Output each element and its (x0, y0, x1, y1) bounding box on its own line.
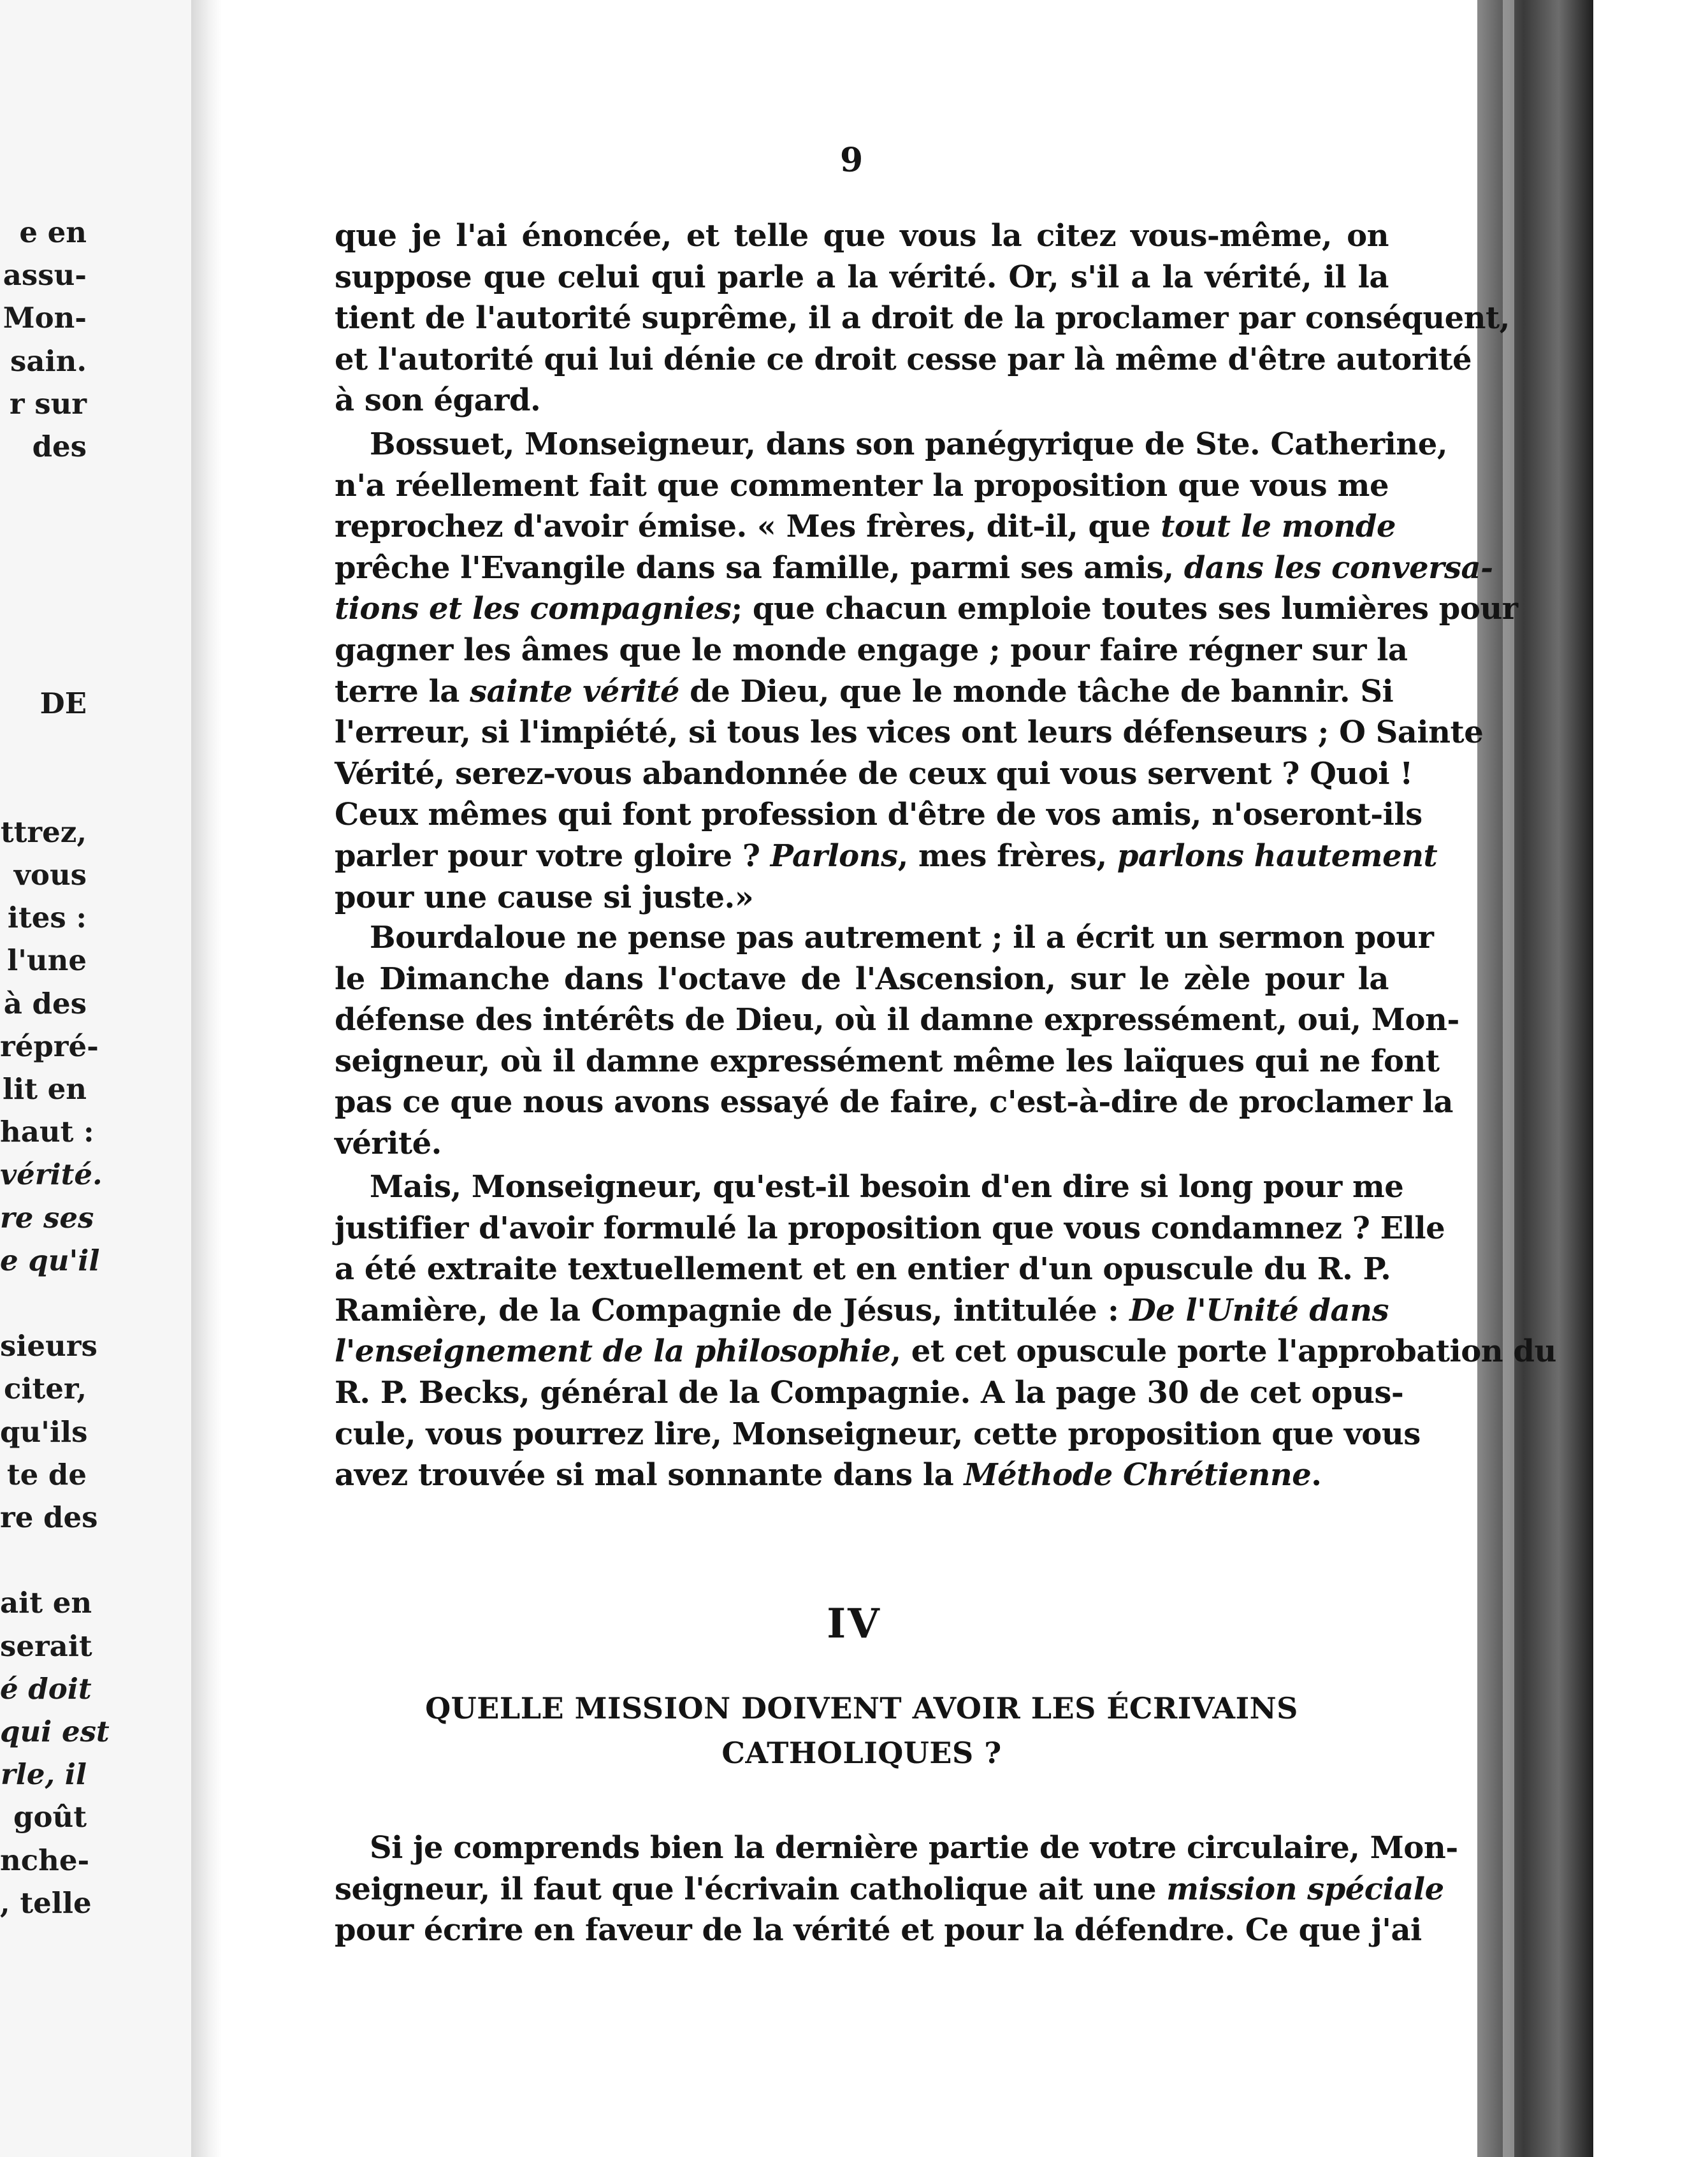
book-gutter (191, 0, 222, 2157)
facing-page-fragment: sain. (10, 344, 87, 378)
facing-page-fragment: des (32, 430, 87, 463)
facing-page-fragment: DE (40, 686, 87, 721)
text-line (335, 1001, 1459, 1039)
text-run: seigneur, où il damne expressément même les laïques qui ne font (335, 1043, 1440, 1079)
facing-page-fragment: te de (6, 1457, 87, 1492)
facing-page-fragment: vous (13, 858, 87, 892)
text-run: parler pour votre gloire ? (335, 838, 771, 874)
facing-page-fragment: , telle (0, 1885, 92, 1920)
text-run: Ceux mêmes qui font profession d'être de vos amis, n'oseront-ils (335, 797, 1422, 833)
text-run: , mes frères, (897, 838, 1117, 874)
text-run: , et cet opuscule porte l'approbation du (890, 1333, 1556, 1370)
text-line (335, 795, 1422, 834)
text-run: le Dimanche dans l'octave de l'Ascension, sur le zèle pour la (335, 961, 1389, 997)
facing-page-fragment: vérité. (0, 1158, 103, 1192)
text-line (335, 467, 1389, 505)
italic-text: parlons hautement (1117, 838, 1438, 874)
text-line (335, 1415, 1421, 1453)
text-run: suppose que celui qui parle a la vérité. Or, s'il a la vérité, il la (335, 259, 1389, 295)
text-run: ; que chacun emploie toutes ses lumières pour (731, 591, 1518, 627)
facing-page-fragment: re des (0, 1500, 98, 1534)
text-run: tient de l'autorité suprême, il a droit de la proclamer par conséquent, (335, 300, 1510, 337)
facing-page-fragment: ites : (7, 901, 87, 935)
facing-page (0, 0, 193, 2157)
text-line (335, 549, 1493, 587)
text-line (335, 1083, 1453, 1121)
text-line (335, 258, 1389, 296)
text-run: seigneur, il faut que l'écrivain catholique ait une (335, 1871, 1167, 1907)
text-line (335, 381, 1389, 419)
text-line (335, 713, 1484, 752)
text-run: Bourdaloue ne pense pas autrement ; il a écrit un sermon pour (370, 920, 1434, 955)
text-line (335, 1250, 1389, 1288)
facing-page-fragment: e en (19, 215, 87, 249)
facing-page-fragment: é doit (0, 1671, 92, 1706)
text-line (335, 1042, 1440, 1080)
text-line (370, 1829, 1458, 1867)
text-line (335, 1124, 1389, 1163)
text-run: avez trouvée si mal sonnante dans la (335, 1457, 964, 1493)
text-line (335, 837, 1438, 875)
text-line (335, 631, 1408, 669)
section-heading-line-1: QUELLE MISSION DOIVENT AVOIR LES ÉCRIVAINS (425, 1691, 1298, 1725)
text-line (335, 299, 1510, 337)
facing-page-fragment: sieurs (0, 1329, 98, 1363)
text-run: cule, vous pourrez lire, Monseigneur, cette proposition que vous (335, 1416, 1421, 1452)
text-run: pas ce que nous avons essayé de faire, c'est-à-dire de proclamer la (335, 1084, 1453, 1121)
facing-page-fragment: citer, (3, 1372, 87, 1406)
text-line (370, 425, 1448, 463)
italic-text: tout le monde (1161, 509, 1396, 545)
text-line (335, 340, 1472, 379)
facing-page-fragment: goût (13, 1800, 87, 1834)
text-line (335, 1911, 1422, 1949)
italic-text: dans les conversa- (1183, 549, 1493, 586)
text-run: Ramière, de la Compagnie de Jésus, intitulée : (335, 1292, 1130, 1328)
facing-page-fragment: re ses (0, 1200, 94, 1235)
text-run: gagner les âmes que le monde engage ; pour faire régner sur la (335, 632, 1408, 668)
text-line (335, 590, 1518, 628)
facing-page-fragment: qu'ils (0, 1414, 88, 1449)
text-run: n'a réellement fait que commenter la proposition que vous me (335, 467, 1389, 504)
text-run: a été extraite textuellement et en entier d'un opuscule du R. P. (335, 1251, 1391, 1288)
facing-page-fragment: nche- (0, 1843, 90, 1877)
text-line (335, 960, 1389, 998)
text-run: Mais, Monseigneur, qu'est-il besoin d'en dire si long pour me (370, 1169, 1404, 1205)
italic-text: sainte vérité (470, 673, 679, 709)
text-run: pour écrire en faveur de la vérité et pour la défendre. Ce que j'ai (335, 1912, 1422, 1949)
text-line (335, 755, 1413, 793)
facing-page-fragment: assu- (3, 258, 87, 293)
facing-page-fragment: l'une (7, 943, 87, 978)
italic-text: De l'Unité dans (1129, 1292, 1389, 1328)
facing-page-fragment: ttrez, (0, 815, 87, 849)
italic-text: tions et les compagnies (335, 591, 732, 627)
text-run: défense des intérêts de Dieu, où il damne expressément, oui, Mon- (335, 1002, 1459, 1038)
text-run: Bossuet, Monseigneur, dans son panégyrique de Ste. Catherine, (370, 426, 1448, 462)
text-line (335, 217, 1389, 255)
text-run: pour une cause si juste.» (335, 879, 754, 915)
text-line (335, 507, 1396, 546)
facing-page-fragment: lit en (3, 1072, 87, 1106)
text-line (335, 1374, 1404, 1412)
facing-page-fragment: ait en (0, 1586, 92, 1620)
facing-page-fragment: e qu'il (0, 1243, 100, 1277)
facing-page-fragment: haut : (0, 1115, 94, 1149)
text-line (370, 919, 1434, 957)
text-line (335, 1291, 1389, 1330)
page-number: 9 (840, 141, 864, 180)
text-run: l'erreur, si l'impiété, si tous les vices ont leurs défenseurs ; O Sainte (335, 715, 1484, 751)
text-line (370, 1168, 1404, 1206)
facing-page-fragment: Mon- (3, 301, 87, 335)
italic-text: Parlons (770, 838, 898, 874)
text-line (335, 672, 1394, 711)
text-line (335, 878, 1389, 917)
text-line (335, 1870, 1444, 1908)
text-run: . (1311, 1457, 1322, 1493)
facing-page-fragment: serait (0, 1629, 92, 1663)
text-run: Si je comprends bien la dernière partie de votre circulaire, Mon- (370, 1830, 1458, 1866)
italic-text: Méthode Chrétienne (964, 1457, 1312, 1493)
facing-page-fragment: qui est (0, 1715, 110, 1748)
text-run: de Dieu, que le monde tâche de bannir. Si (679, 673, 1394, 709)
section-number: IV (827, 1600, 881, 1648)
text-run: justifier d'avoir formulé la proposition que vous condamnez ? Elle (335, 1210, 1445, 1246)
text-line (335, 1332, 1556, 1370)
facing-page-fragment: répré- (0, 1029, 99, 1063)
facing-page-fragment: r sur (9, 386, 87, 421)
text-run: que je l'ai énoncée, et telle que vous la citez vous-même, on (335, 218, 1389, 254)
text-run: terre la (335, 673, 470, 709)
facing-page-fragment: à des (3, 986, 87, 1020)
text-line (335, 1456, 1389, 1494)
text-run: R. P. Becks, général de la Compagnie. A la page 30 de cet opus- (335, 1375, 1404, 1411)
italic-text: l'enseignement de la philosophie (335, 1333, 891, 1370)
facing-page-fragment: rle, il (1, 1757, 87, 1792)
text-run: à son égard. (335, 382, 541, 419)
text-run: reprochez d'avoir émise. « Mes frères, dit-il, que (335, 509, 1161, 545)
section-heading-line-2: CATHOLIQUES ? (721, 1736, 1002, 1770)
italic-text: mission spéciale (1166, 1871, 1444, 1907)
text-run: et l'autorité qui lui dénie ce droit cesse par là même d'être autorité (335, 341, 1472, 377)
text-run: prêche l'Evangile dans sa famille, parmi ses amis, (335, 549, 1184, 586)
text-run: vérité. (335, 1126, 442, 1161)
text-run: Vérité, serez-vous abandonnée de ceux qui vous servent ? Quoi ! (335, 755, 1413, 792)
text-line (335, 1209, 1445, 1247)
